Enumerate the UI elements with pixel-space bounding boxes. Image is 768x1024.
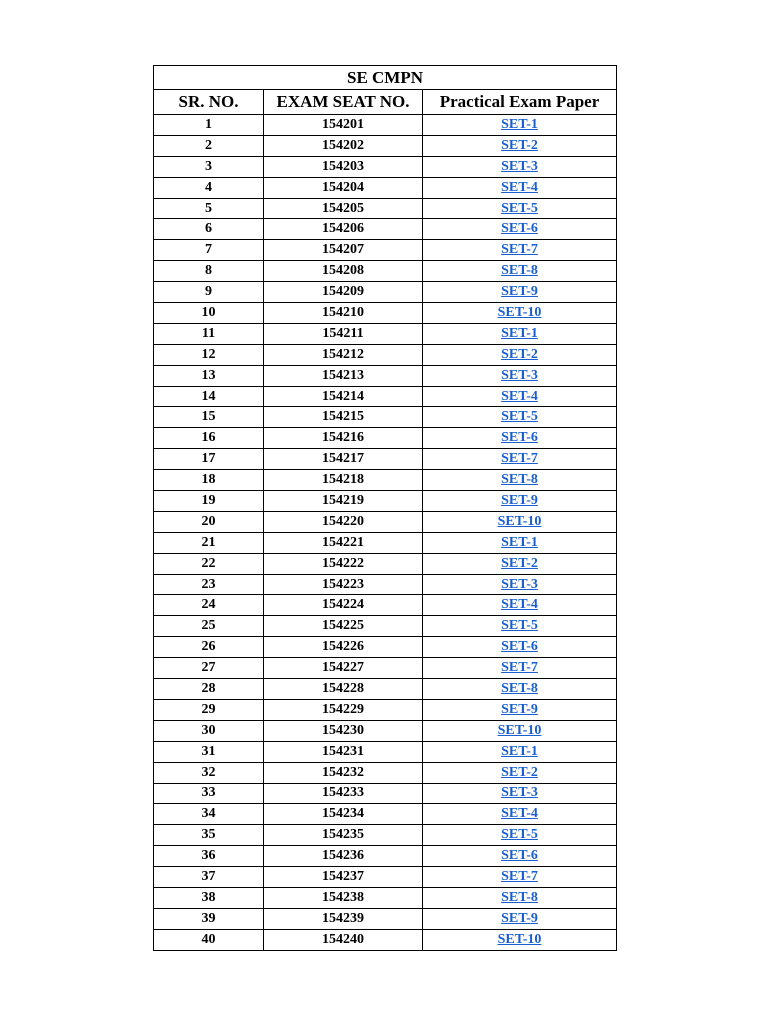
paper-cell bbox=[423, 219, 617, 240]
paper-cell bbox=[423, 407, 617, 428]
paper-set-link[interactable]: SET-7 bbox=[501, 660, 538, 676]
sr-no-cell: 1 bbox=[154, 115, 264, 136]
sr-no-cell: 3 bbox=[154, 156, 264, 177]
paper-cell bbox=[423, 386, 617, 407]
paper-cell bbox=[423, 804, 617, 825]
table-row bbox=[154, 637, 617, 658]
exam-seat-no-cell: 154225 bbox=[264, 616, 423, 637]
exam-seat-no-cell: 154236 bbox=[264, 846, 423, 867]
table-row bbox=[154, 783, 617, 804]
paper-cell bbox=[423, 115, 617, 136]
paper-set-link[interactable]: SET-10 bbox=[497, 513, 542, 529]
paper-cell bbox=[423, 658, 617, 679]
paper-cell bbox=[423, 637, 617, 658]
paper-cell bbox=[423, 156, 617, 177]
sr-no-cell: 40 bbox=[154, 929, 264, 950]
paper-set-link[interactable]: SET-9 bbox=[501, 492, 538, 508]
paper-cell bbox=[423, 282, 617, 303]
table-row bbox=[154, 365, 617, 386]
sr-no-cell: 36 bbox=[154, 846, 264, 867]
paper-set-link[interactable]: SET-6 bbox=[501, 430, 538, 446]
sr-no-cell: 8 bbox=[154, 261, 264, 282]
paper-cell bbox=[423, 595, 617, 616]
paper-cell bbox=[423, 846, 617, 867]
header-sr-no: SR. NO. bbox=[154, 90, 264, 115]
paper-set-link[interactable]: SET-2 bbox=[501, 137, 538, 153]
table-row bbox=[154, 344, 617, 365]
table-row bbox=[154, 699, 617, 720]
exam-seat-no-cell: 154208 bbox=[264, 261, 423, 282]
paper-set-link[interactable]: SET-9 bbox=[501, 284, 538, 300]
sr-no-cell: 19 bbox=[154, 491, 264, 512]
paper-cell bbox=[423, 553, 617, 574]
exam-seat-no-cell: 154206 bbox=[264, 219, 423, 240]
table-row bbox=[154, 908, 617, 929]
exam-seat-no-cell: 154238 bbox=[264, 887, 423, 908]
paper-cell bbox=[423, 532, 617, 553]
paper-set-link[interactable]: SET-2 bbox=[501, 346, 538, 362]
paper-cell bbox=[423, 679, 617, 700]
sr-no-cell: 30 bbox=[154, 720, 264, 741]
paper-cell bbox=[423, 365, 617, 386]
paper-set-link[interactable]: SET-7 bbox=[501, 451, 538, 467]
exam-seat-no-cell: 154237 bbox=[264, 867, 423, 888]
exam-seat-no-cell: 154230 bbox=[264, 720, 423, 741]
table-row bbox=[154, 532, 617, 553]
table-row bbox=[154, 177, 617, 198]
sr-no-cell: 23 bbox=[154, 574, 264, 595]
table-row bbox=[154, 219, 617, 240]
sr-no-cell: 21 bbox=[154, 532, 264, 553]
sr-no-cell: 11 bbox=[154, 323, 264, 344]
exam-seat-no-cell: 154202 bbox=[264, 135, 423, 156]
paper-cell bbox=[423, 491, 617, 512]
exam-seat-no-cell: 154209 bbox=[264, 282, 423, 303]
paper-cell bbox=[423, 470, 617, 491]
exam-seat-no-cell: 154227 bbox=[264, 658, 423, 679]
paper-cell bbox=[423, 323, 617, 344]
table-row bbox=[154, 616, 617, 637]
table-row bbox=[154, 282, 617, 303]
exam-seat-no-cell: 154235 bbox=[264, 825, 423, 846]
paper-set-link[interactable]: SET-10 bbox=[497, 304, 542, 320]
paper-set-link[interactable]: SET-9 bbox=[501, 910, 538, 926]
paper-set-link[interactable]: SET-3 bbox=[501, 367, 538, 383]
exam-seat-no-cell: 154212 bbox=[264, 344, 423, 365]
table-row bbox=[154, 511, 617, 532]
paper-cell bbox=[423, 908, 617, 929]
exam-seat-no-cell: 154210 bbox=[264, 303, 423, 324]
table-row bbox=[154, 428, 617, 449]
exam-seat-no-cell: 154224 bbox=[264, 595, 423, 616]
sr-no-cell: 5 bbox=[154, 198, 264, 219]
paper-set-link[interactable]: SET-4 bbox=[501, 806, 538, 822]
exam-seat-no-cell: 154205 bbox=[264, 198, 423, 219]
paper-cell bbox=[423, 261, 617, 282]
sr-no-cell: 29 bbox=[154, 699, 264, 720]
table-row bbox=[154, 762, 617, 783]
paper-cell bbox=[423, 240, 617, 261]
sr-no-cell: 6 bbox=[154, 219, 264, 240]
paper-cell bbox=[423, 699, 617, 720]
exam-seat-no-cell: 154204 bbox=[264, 177, 423, 198]
exam-seat-no-cell: 154229 bbox=[264, 699, 423, 720]
exam-seat-no-cell: 154232 bbox=[264, 762, 423, 783]
exam-seat-no-cell: 154234 bbox=[264, 804, 423, 825]
table-row bbox=[154, 261, 617, 282]
table-row bbox=[154, 929, 617, 950]
paper-cell bbox=[423, 616, 617, 637]
table-row bbox=[154, 491, 617, 512]
paper-set-link[interactable]: SET-6 bbox=[501, 848, 538, 864]
sr-no-cell: 17 bbox=[154, 449, 264, 470]
exam-seat-no-cell: 154228 bbox=[264, 679, 423, 700]
table-row bbox=[154, 470, 617, 491]
paper-set-link[interactable]: SET-1 bbox=[501, 743, 538, 759]
exam-seat-table bbox=[153, 65, 617, 951]
sr-no-cell: 14 bbox=[154, 386, 264, 407]
sr-no-cell: 27 bbox=[154, 658, 264, 679]
sr-no-cell: 2 bbox=[154, 135, 264, 156]
exam-seat-no-cell: 154218 bbox=[264, 470, 423, 491]
table-row bbox=[154, 198, 617, 219]
table-body bbox=[154, 115, 617, 951]
paper-cell bbox=[423, 887, 617, 908]
sr-no-cell: 26 bbox=[154, 637, 264, 658]
table-row bbox=[154, 595, 617, 616]
paper-set-link[interactable]: SET-5 bbox=[501, 409, 538, 425]
sr-no-cell: 37 bbox=[154, 867, 264, 888]
table-row bbox=[154, 323, 617, 344]
paper-cell bbox=[423, 720, 617, 741]
paper-cell bbox=[423, 574, 617, 595]
paper-set-link[interactable]: SET-8 bbox=[501, 263, 538, 279]
paper-cell bbox=[423, 303, 617, 324]
paper-set-link[interactable]: SET-8 bbox=[501, 680, 538, 696]
paper-cell bbox=[423, 135, 617, 156]
table-row bbox=[154, 135, 617, 156]
table-title: SE CMPN bbox=[154, 66, 617, 90]
paper-set-link[interactable]: SET-2 bbox=[501, 764, 538, 780]
table-row bbox=[154, 846, 617, 867]
paper-set-link[interactable]: SET-3 bbox=[501, 785, 538, 801]
exam-seat-no-cell: 154231 bbox=[264, 741, 423, 762]
exam-seat-no-cell: 154213 bbox=[264, 365, 423, 386]
paper-cell bbox=[423, 198, 617, 219]
sr-no-cell: 33 bbox=[154, 783, 264, 804]
paper-set-link[interactable]: SET-6 bbox=[501, 221, 538, 237]
exam-seat-no-cell: 154220 bbox=[264, 511, 423, 532]
paper-cell bbox=[423, 867, 617, 888]
paper-set-link[interactable]: SET-3 bbox=[501, 576, 538, 592]
paper-set-link[interactable]: SET-1 bbox=[501, 116, 538, 132]
exam-seat-no-cell: 154211 bbox=[264, 323, 423, 344]
exam-seat-no-cell: 154214 bbox=[264, 386, 423, 407]
exam-seat-no-cell: 154222 bbox=[264, 553, 423, 574]
paper-set-link[interactable]: SET-2 bbox=[501, 555, 538, 571]
paper-cell bbox=[423, 449, 617, 470]
paper-set-link[interactable]: SET-8 bbox=[501, 889, 538, 905]
exam-seat-no-cell: 154233 bbox=[264, 783, 423, 804]
exam-seat-no-cell: 154201 bbox=[264, 115, 423, 136]
header-practical-exam-paper: Practical Exam Paper bbox=[423, 90, 617, 115]
sr-no-cell: 32 bbox=[154, 762, 264, 783]
sr-no-cell: 15 bbox=[154, 407, 264, 428]
table-row bbox=[154, 741, 617, 762]
table-row bbox=[154, 240, 617, 261]
exam-seat-no-cell: 154215 bbox=[264, 407, 423, 428]
table-row bbox=[154, 804, 617, 825]
sr-no-cell: 39 bbox=[154, 908, 264, 929]
paper-cell bbox=[423, 741, 617, 762]
sr-no-cell: 10 bbox=[154, 303, 264, 324]
paper-set-link[interactable]: SET-9 bbox=[501, 701, 538, 717]
paper-set-link[interactable]: SET-1 bbox=[501, 325, 538, 341]
paper-set-link[interactable]: SET-4 bbox=[501, 179, 538, 195]
table-row bbox=[154, 407, 617, 428]
exam-seat-no-cell: 154223 bbox=[264, 574, 423, 595]
table-row bbox=[154, 867, 617, 888]
title-row bbox=[154, 66, 617, 90]
paper-set-link[interactable]: SET-3 bbox=[501, 158, 538, 174]
paper-set-link[interactable]: SET-4 bbox=[501, 388, 538, 404]
sr-no-cell: 7 bbox=[154, 240, 264, 261]
sr-no-cell: 4 bbox=[154, 177, 264, 198]
table-row bbox=[154, 679, 617, 700]
paper-set-link[interactable]: SET-5 bbox=[501, 827, 538, 843]
table-row bbox=[154, 574, 617, 595]
paper-set-link[interactable]: SET-1 bbox=[501, 534, 538, 550]
sr-no-cell: 16 bbox=[154, 428, 264, 449]
paper-set-link[interactable]: SET-10 bbox=[497, 931, 542, 947]
exam-seat-no-cell: 154217 bbox=[264, 449, 423, 470]
paper-set-link[interactable]: SET-7 bbox=[501, 869, 538, 884]
exam-seat-no-cell: 154221 bbox=[264, 532, 423, 553]
paper-set-link[interactable]: SET-8 bbox=[501, 472, 538, 488]
sr-no-cell: 25 bbox=[154, 616, 264, 637]
sr-no-cell: 31 bbox=[154, 741, 264, 762]
sr-no-cell: 28 bbox=[154, 679, 264, 700]
paper-set-link[interactable]: SET-4 bbox=[501, 597, 538, 613]
exam-seat-no-cell: 154239 bbox=[264, 908, 423, 929]
paper-cell bbox=[423, 511, 617, 532]
sr-no-cell: 38 bbox=[154, 887, 264, 908]
exam-seat-no-cell: 154207 bbox=[264, 240, 423, 261]
paper-cell bbox=[423, 344, 617, 365]
exam-seat-no-cell: 154219 bbox=[264, 491, 423, 512]
table-row bbox=[154, 720, 617, 741]
paper-set-link[interactable]: SET-6 bbox=[501, 639, 538, 655]
sr-no-cell: 24 bbox=[154, 595, 264, 616]
sr-no-cell: 18 bbox=[154, 470, 264, 491]
table-row bbox=[154, 449, 617, 470]
paper-cell bbox=[423, 783, 617, 804]
paper-cell bbox=[423, 762, 617, 783]
sr-no-cell: 22 bbox=[154, 553, 264, 574]
table-row bbox=[154, 303, 617, 324]
paper-set-link[interactable]: SET-5 bbox=[501, 618, 538, 634]
table-row bbox=[154, 115, 617, 136]
table-row bbox=[154, 386, 617, 407]
table-row bbox=[154, 553, 617, 574]
header-row bbox=[154, 90, 617, 115]
paper-cell bbox=[423, 929, 617, 950]
header-exam-seat-no: EXAM SEAT NO. bbox=[264, 90, 423, 115]
paper-set-link[interactable]: SET-10 bbox=[497, 722, 542, 738]
paper-set-link[interactable]: SET-5 bbox=[501, 200, 538, 216]
table-row bbox=[154, 156, 617, 177]
exam-seat-no-cell: 154203 bbox=[264, 156, 423, 177]
sr-no-cell: 9 bbox=[154, 282, 264, 303]
paper-set-link[interactable]: SET-7 bbox=[501, 242, 538, 258]
exam-seat-no-cell: 154216 bbox=[264, 428, 423, 449]
exam-seat-no-cell: 154240 bbox=[264, 929, 423, 950]
sr-no-cell: 20 bbox=[154, 511, 264, 532]
paper-cell bbox=[423, 177, 617, 198]
paper-cell bbox=[423, 825, 617, 846]
sr-no-cell: 34 bbox=[154, 804, 264, 825]
table-row bbox=[154, 658, 617, 679]
sr-no-cell: 35 bbox=[154, 825, 264, 846]
paper-cell bbox=[423, 428, 617, 449]
table-row bbox=[154, 825, 617, 846]
sr-no-cell: 12 bbox=[154, 344, 264, 365]
table-row bbox=[154, 887, 617, 908]
sr-no-cell: 13 bbox=[154, 365, 264, 386]
exam-seat-no-cell: 154226 bbox=[264, 637, 423, 658]
